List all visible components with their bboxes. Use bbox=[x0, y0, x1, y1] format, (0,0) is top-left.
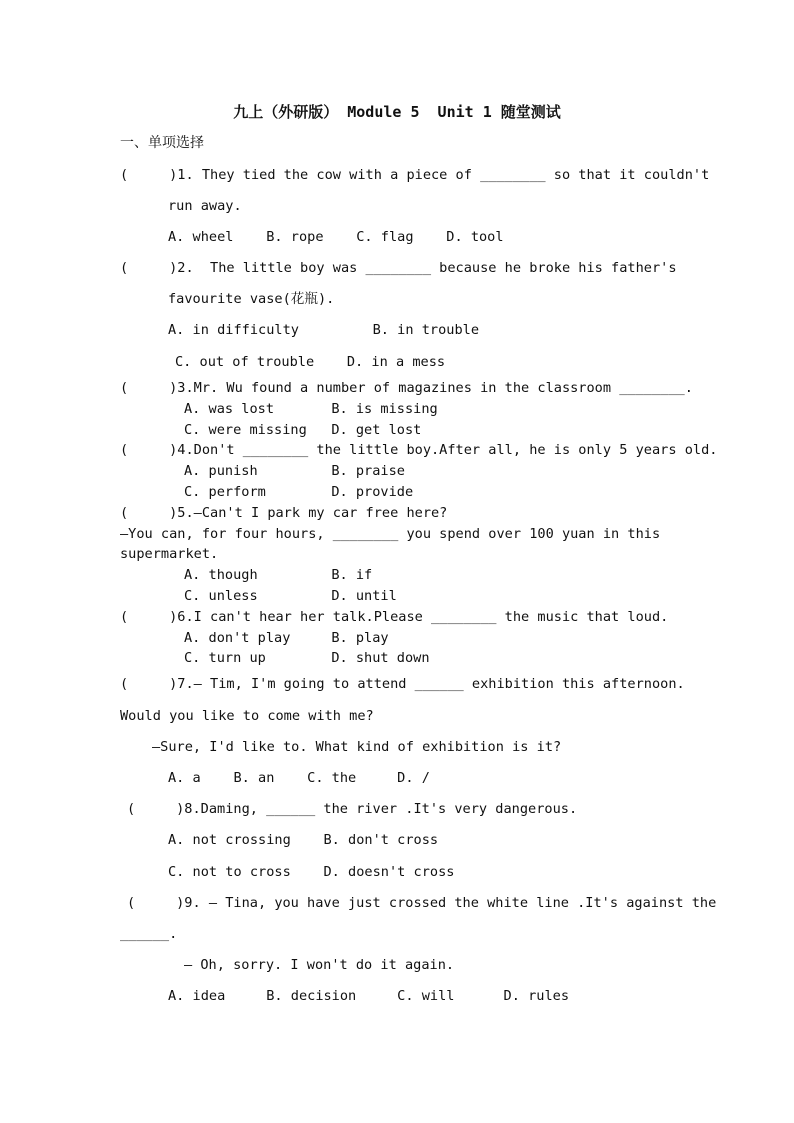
question-stem-continued: run away. bbox=[168, 198, 242, 214]
question-stem: ( )1. They tied the cow with a piece of ________ so that it couldn't bbox=[120, 167, 710, 183]
answer-options: C. turn up D. shut down bbox=[184, 650, 430, 666]
question-stem: ( )7.— Tim, I'm going to attend ______ exhibition this afternoon. bbox=[120, 676, 685, 692]
answer-options: A. though B. if bbox=[184, 567, 373, 583]
section-heading: 一、单项选择 bbox=[120, 135, 204, 151]
answer-options: A. don't play B. play bbox=[184, 630, 389, 646]
question-stem: ( )8.Daming, ______ the river .It's very dangerous. bbox=[127, 801, 578, 817]
answer-options: A. in difficulty B. in trouble bbox=[168, 322, 479, 338]
answer-options: A. punish B. praise bbox=[184, 463, 405, 479]
question-stem: ( )6.I can't hear her talk.Please ________ the music that loud. bbox=[120, 609, 669, 625]
question-stem-continued: Would you like to come with me? bbox=[120, 708, 374, 724]
answer-options: C. out of trouble D. in a mess bbox=[175, 354, 446, 370]
answer-options: C. not to cross D. doesn't cross bbox=[168, 864, 455, 880]
question-stem-continued: supermarket. bbox=[120, 546, 219, 562]
question-reply: —Sure, I'd like to. What kind of exhibition is it? bbox=[152, 739, 562, 755]
answer-options: C. unless D. until bbox=[184, 588, 397, 604]
question-stem: ( )4.Don't ________ the little boy.After all, he is only 5 years old. bbox=[120, 442, 718, 458]
answer-options: A. was lost B. is missing bbox=[184, 401, 438, 417]
answer-options: A. not crossing B. don't cross bbox=[168, 832, 439, 848]
answer-options: C. perform D. provide bbox=[184, 484, 414, 500]
question-stem: ( )9. — Tina, you have just crossed the white line .It's against the bbox=[127, 895, 717, 911]
question-stem-continued: ______. bbox=[120, 926, 178, 942]
answer-options: A. idea B. decision C. will D. rules bbox=[168, 988, 570, 1004]
answer-options: A. a B. an C. the D. / bbox=[168, 770, 430, 786]
answer-options: C. were missing D. get lost bbox=[184, 422, 422, 438]
question-stem: ( )3.Mr. Wu found a number of magazines in the classroom ________. bbox=[120, 380, 693, 396]
question-reply: — Oh, sorry. I won't do it again. bbox=[184, 957, 455, 973]
question-stem-continued: —You can, for four hours, ________ you spend over 100 yuan in this bbox=[120, 526, 661, 542]
question-stem: ( )5.—Can't I park my car free here? bbox=[120, 505, 448, 521]
question-stem: ( )2. The little boy was ________ because he broke his father's bbox=[120, 260, 677, 276]
page-title: 九上（外研版） Module 5 Unit 1 随堂测试 bbox=[233, 103, 561, 121]
question-stem-continued: favourite vase(花瓶). bbox=[168, 291, 335, 307]
answer-options: A. wheel B. rope C. flag D. tool bbox=[168, 229, 504, 245]
